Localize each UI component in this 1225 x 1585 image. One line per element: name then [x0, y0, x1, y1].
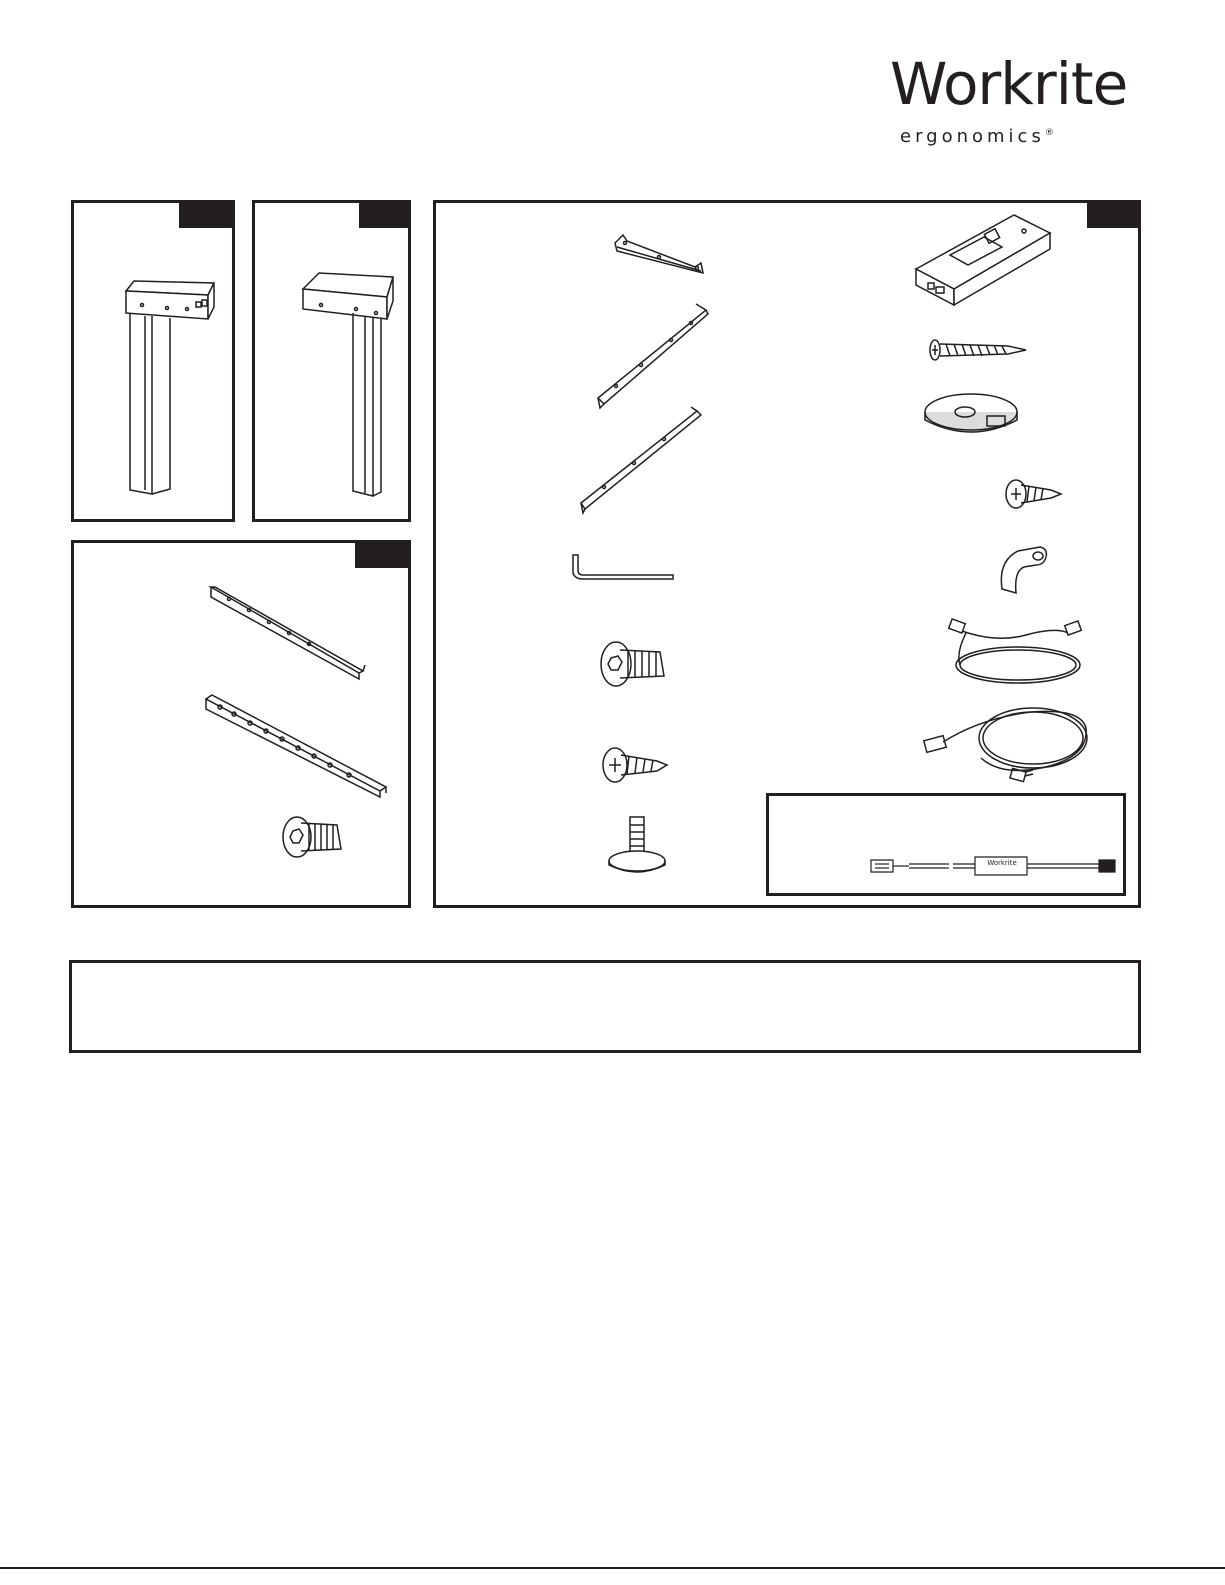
panel-leg-a	[71, 200, 235, 522]
leveling-glide-icon	[606, 815, 676, 877]
power-cord-icon	[921, 698, 1091, 788]
hex-socket-bolt-icon	[596, 638, 671, 693]
bottom-rule	[0, 1567, 1225, 1569]
hex-socket-bolt-icon	[279, 813, 349, 863]
leg-column-with-motor-icon	[122, 275, 217, 500]
note-box	[69, 960, 1141, 1053]
short-mounting-bracket-icon	[611, 233, 706, 278]
hex-key-icon	[571, 553, 676, 585]
panel-tab	[179, 200, 235, 228]
panel-tab	[359, 200, 411, 228]
phillips-screw-icon	[1003, 475, 1063, 513]
long-angled-bracket-icon	[596, 298, 711, 413]
usb-dongle-label: Workrite	[987, 859, 1017, 867]
registered-mark: ®	[1044, 128, 1054, 138]
brand-logo	[890, 52, 1150, 152]
crossbar-rail-icon	[204, 693, 389, 798]
panel-leg-b	[252, 200, 411, 522]
tagline-text: ergonomics	[900, 126, 1045, 147]
brand-name: Workrite	[890, 50, 1128, 118]
panel-crossbar	[71, 540, 411, 908]
control-box-icon	[914, 211, 1054, 309]
leg-column-icon	[301, 267, 396, 499]
brand-tagline	[900, 126, 1054, 147]
panel-hardware	[433, 200, 1141, 908]
phillips-screw-icon	[599, 743, 671, 788]
long-angled-bracket-icon	[579, 405, 704, 515]
panel-tab	[355, 540, 411, 568]
crossbar-rail-icon	[209, 585, 369, 680]
cable-grommet-icon	[921, 388, 1021, 446]
panel-tab	[1087, 200, 1141, 228]
usb-cable-inset	[766, 793, 1126, 896]
connector-cable-icon	[946, 613, 1091, 693]
cable-clip-icon	[996, 541, 1051, 596]
usb-cable-icon	[869, 854, 1119, 878]
wood-screw-icon	[928, 338, 1028, 363]
